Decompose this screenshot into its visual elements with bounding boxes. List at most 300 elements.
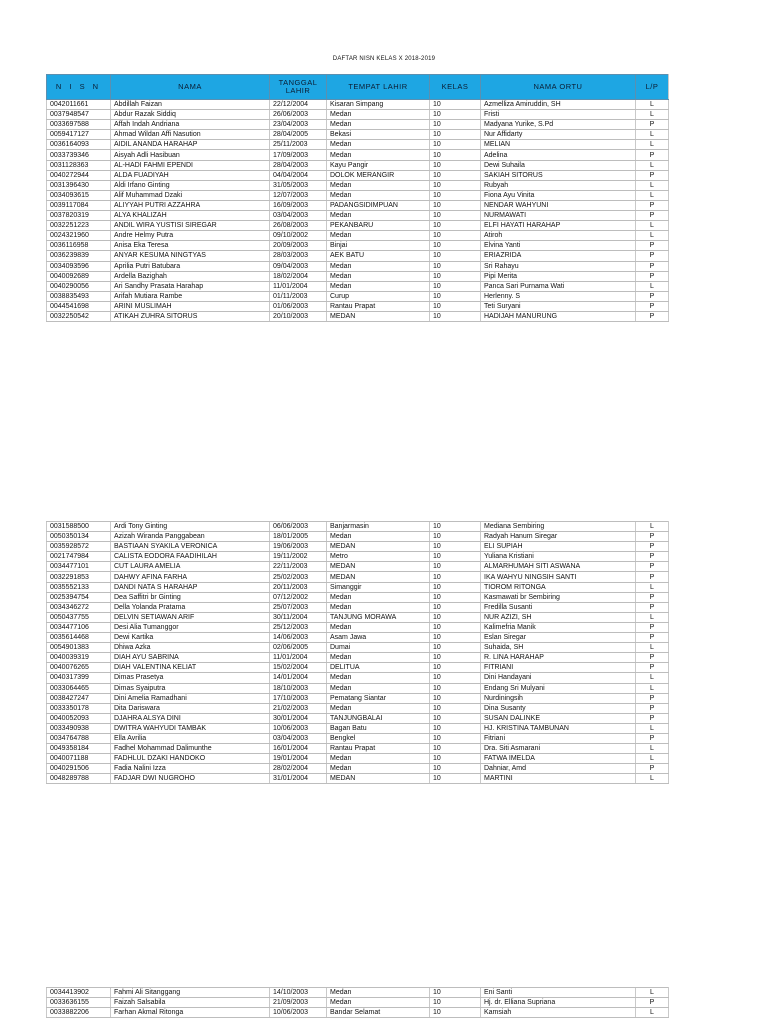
- cell-nama: ATIKAH ZUHRA SITORUS: [111, 311, 270, 321]
- cell-tempat-lahir: Medan: [327, 592, 430, 602]
- cell-tanggal-lahir: 14/10/2003: [270, 988, 327, 998]
- cell-nisn: 0044541698: [47, 301, 111, 311]
- table-header-row: [47, 75, 669, 100]
- cell-tanggal-lahir: 28/02/2004: [270, 764, 327, 774]
- cell-nama-ortu: MARTINI: [481, 774, 636, 784]
- cell-tempat-lahir: Medan: [327, 150, 430, 160]
- cell-lp: P: [636, 572, 669, 582]
- cell-nama-ortu: ALMARHUMAH SITI ASWANA: [481, 562, 636, 572]
- cell-nama: FADJAR DWI NUGROHO: [111, 774, 270, 784]
- cell-lp: L: [636, 988, 669, 998]
- cell-lp: L: [636, 744, 669, 754]
- cell-tempat-lahir: Medan: [327, 988, 430, 998]
- cell-tanggal-lahir: 20/09/2003: [270, 241, 327, 251]
- cell-nisn: 0033739346: [47, 150, 111, 160]
- table-row: [47, 140, 669, 150]
- nisn-table-section-1: [46, 74, 669, 322]
- cell-kelas: 10: [430, 744, 481, 754]
- cell-tempat-lahir: Banjarmasin: [327, 522, 430, 532]
- table-row: [47, 110, 669, 120]
- cell-lp: P: [636, 241, 669, 251]
- cell-kelas: 10: [430, 160, 481, 170]
- cell-tempat-lahir: Medan: [327, 120, 430, 130]
- table-row: [47, 160, 669, 170]
- cell-tempat-lahir: Bengkel: [327, 733, 430, 743]
- table-row: [47, 764, 669, 774]
- cell-nama-ortu: Fredilla Susanti: [481, 602, 636, 612]
- cell-lp: P: [636, 271, 669, 281]
- cell-nama-ortu: Dini Handayani: [481, 673, 636, 683]
- cell-nama: DIAH VALENTINA KELIAT: [111, 663, 270, 673]
- cell-nama-ortu: Sri Rahayu: [481, 261, 636, 271]
- table-body-section-3: [47, 988, 669, 1018]
- cell-kelas: 10: [430, 190, 481, 200]
- cell-tempat-lahir: Medan: [327, 180, 430, 190]
- cell-nama: ALDA FUADIYAH: [111, 170, 270, 180]
- table-row: [47, 703, 669, 713]
- cell-kelas: 10: [430, 532, 481, 542]
- cell-lp: L: [636, 774, 669, 784]
- cell-nama: Della Yolanda Pratama: [111, 602, 270, 612]
- cell-nama-ortu: FITRIANI: [481, 663, 636, 673]
- cell-lp: L: [636, 221, 669, 231]
- cell-kelas: 10: [430, 592, 481, 602]
- cell-kelas: 10: [430, 100, 481, 110]
- cell-lp: P: [636, 211, 669, 221]
- cell-nisn: 0034346272: [47, 602, 111, 612]
- cell-tanggal-lahir: 22/12/2004: [270, 100, 327, 110]
- cell-tanggal-lahir: 26/06/2003: [270, 110, 327, 120]
- cell-tempat-lahir: TANJUNGBALAI: [327, 713, 430, 723]
- header-nama: NAMA: [111, 75, 270, 100]
- cell-tanggal-lahir: 25/11/2003: [270, 140, 327, 150]
- cell-tanggal-lahir: 19/11/2002: [270, 552, 327, 562]
- cell-nisn: 0037948547: [47, 110, 111, 120]
- cell-tempat-lahir: Medan: [327, 231, 430, 241]
- cell-nisn: 0040291506: [47, 764, 111, 774]
- cell-nisn: 0033697588: [47, 120, 111, 130]
- document-title: DAFTAR NISN KELAS X 2018-2019: [332, 56, 436, 62]
- cell-nama: Aprilia Putri Batubara: [111, 261, 270, 271]
- cell-kelas: 10: [430, 988, 481, 998]
- cell-tanggal-lahir: 18/10/2003: [270, 683, 327, 693]
- cell-lp: L: [636, 281, 669, 291]
- table-row: [47, 572, 669, 582]
- cell-nama: Dea Saffitri br Ginting: [111, 592, 270, 602]
- cell-nisn: 0033636155: [47, 998, 111, 1008]
- cell-nama: Ardella Bazighah: [111, 271, 270, 281]
- cell-kelas: 10: [430, 170, 481, 180]
- cell-tempat-lahir: PADANGSIDIMPUAN: [327, 200, 430, 210]
- table-row: [47, 251, 669, 261]
- cell-nama: BASTIAAN SYAKILA VERONICA: [111, 542, 270, 552]
- cell-nama: Affah Indah Andriana: [111, 120, 270, 130]
- cell-kelas: 10: [430, 643, 481, 653]
- cell-nama-ortu: Kalimefria Manik: [481, 622, 636, 632]
- cell-nisn: 0048289788: [47, 774, 111, 784]
- cell-nama-ortu: Herlenny. S: [481, 291, 636, 301]
- cell-lp: P: [636, 542, 669, 552]
- cell-nisn: 0040272944: [47, 170, 111, 180]
- table-row: [47, 713, 669, 723]
- cell-nama: CUT LAURA AMELIA: [111, 562, 270, 572]
- cell-kelas: 10: [430, 713, 481, 723]
- cell-kelas: 10: [430, 764, 481, 774]
- cell-kelas: 10: [430, 754, 481, 764]
- cell-nama-ortu: Kasmawati br Sembiring: [481, 592, 636, 602]
- table-body-section-2: [47, 522, 669, 784]
- cell-tempat-lahir: Curup: [327, 291, 430, 301]
- cell-tanggal-lahir: 25/12/2003: [270, 622, 327, 632]
- cell-nisn: 0034764788: [47, 733, 111, 743]
- cell-tempat-lahir: MEDAN: [327, 774, 430, 784]
- cell-tempat-lahir: MEDAN: [327, 572, 430, 582]
- cell-tanggal-lahir: 18/02/2004: [270, 271, 327, 281]
- cell-kelas: 10: [430, 251, 481, 261]
- cell-lp: L: [636, 160, 669, 170]
- cell-kelas: 10: [430, 211, 481, 221]
- cell-nisn: 0033490938: [47, 723, 111, 733]
- table-row: [47, 281, 669, 291]
- cell-nisn: 0049358184: [47, 744, 111, 754]
- table-row: [47, 532, 669, 542]
- cell-tanggal-lahir: 28/04/2003: [270, 160, 327, 170]
- cell-nisn: 0031588500: [47, 522, 111, 532]
- cell-nisn: 0040039319: [47, 653, 111, 663]
- cell-kelas: 10: [430, 180, 481, 190]
- table-row: [47, 733, 669, 743]
- table-row: [47, 542, 669, 552]
- cell-lp: L: [636, 100, 669, 110]
- cell-nama-ortu: Teti Suryani: [481, 301, 636, 311]
- cell-kelas: 10: [430, 733, 481, 743]
- cell-nisn: 0036239839: [47, 251, 111, 261]
- cell-nama-ortu: Fristi: [481, 110, 636, 120]
- cell-tanggal-lahir: 03/04/2003: [270, 211, 327, 221]
- cell-nisn: 0050437755: [47, 612, 111, 622]
- cell-lp: P: [636, 653, 669, 663]
- table-row: [47, 754, 669, 764]
- cell-tempat-lahir: MEDAN: [327, 311, 430, 321]
- cell-nama: Ahmad Wildan Affi Nasution: [111, 130, 270, 140]
- cell-nama-ortu: Suhaida, SH: [481, 643, 636, 653]
- table-body-section-1: [47, 100, 669, 322]
- cell-tempat-lahir: Medan: [327, 190, 430, 200]
- table-row: [47, 552, 669, 562]
- cell-kelas: 10: [430, 231, 481, 241]
- cell-nama-ortu: HJ. KRISTINA TAMBUNAN: [481, 723, 636, 733]
- cell-lp: P: [636, 251, 669, 261]
- cell-tempat-lahir: Rantau Prapat: [327, 301, 430, 311]
- cell-nisn: 0035552133: [47, 582, 111, 592]
- cell-kelas: 10: [430, 241, 481, 251]
- cell-nisn: 0021747984: [47, 552, 111, 562]
- cell-tempat-lahir: Kisaran Simpang: [327, 100, 430, 110]
- cell-tanggal-lahir: 20/10/2003: [270, 311, 327, 321]
- cell-tanggal-lahir: 03/04/2003: [270, 733, 327, 743]
- cell-nama: Azizah Wiranda Panggabean: [111, 532, 270, 542]
- table-row: [47, 653, 669, 663]
- cell-nisn: 0038427247: [47, 693, 111, 703]
- cell-kelas: 10: [430, 622, 481, 632]
- cell-tanggal-lahir: 19/01/2004: [270, 754, 327, 764]
- cell-nama: Dita Dariswara: [111, 703, 270, 713]
- cell-nama-ortu: ELI SUPIAH: [481, 542, 636, 552]
- cell-lp: L: [636, 673, 669, 683]
- cell-lp: P: [636, 170, 669, 180]
- header-nama-ortu: NAMA ORTU: [481, 75, 636, 100]
- cell-tempat-lahir: Metro: [327, 552, 430, 562]
- cell-kelas: 10: [430, 663, 481, 673]
- cell-nisn: 0037820319: [47, 211, 111, 221]
- table-row: [47, 602, 669, 612]
- cell-nisn: 0036116958: [47, 241, 111, 251]
- header-lp: L/P: [636, 75, 669, 100]
- cell-tempat-lahir: Kayu Pangir: [327, 160, 430, 170]
- cell-nama: ANDIL WIRA YUSTISI SIREGAR: [111, 221, 270, 231]
- cell-tanggal-lahir: 02/06/2005: [270, 643, 327, 653]
- cell-kelas: 10: [430, 110, 481, 120]
- cell-tempat-lahir: AEK BATU: [327, 251, 430, 261]
- cell-tanggal-lahir: 28/03/2003: [270, 251, 327, 261]
- cell-kelas: 10: [430, 723, 481, 733]
- cell-tanggal-lahir: 14/01/2004: [270, 673, 327, 683]
- cell-nama-ortu: FATWA IMELDA: [481, 754, 636, 764]
- cell-kelas: 10: [430, 120, 481, 130]
- cell-lp: P: [636, 311, 669, 321]
- cell-tempat-lahir: DELITUA: [327, 663, 430, 673]
- cell-tanggal-lahir: 09/10/2002: [270, 231, 327, 241]
- cell-lp: P: [636, 733, 669, 743]
- cell-kelas: 10: [430, 673, 481, 683]
- cell-tempat-lahir: Bekasi: [327, 130, 430, 140]
- cell-tanggal-lahir: 09/04/2003: [270, 261, 327, 271]
- cell-lp: P: [636, 703, 669, 713]
- cell-nisn: 0033350178: [47, 703, 111, 713]
- cell-lp: P: [636, 663, 669, 673]
- cell-nama: ARINI MUSLIMAH: [111, 301, 270, 311]
- cell-nama: Arifah Mutiara Rambe: [111, 291, 270, 301]
- table-row: [47, 582, 669, 592]
- cell-nama-ortu: Radyah Hanum Siregar: [481, 532, 636, 542]
- cell-nisn: 0040071188: [47, 754, 111, 764]
- table-row: [47, 221, 669, 231]
- cell-nisn: 0042011661: [47, 100, 111, 110]
- cell-lp: P: [636, 602, 669, 612]
- cell-kelas: 10: [430, 221, 481, 231]
- cell-tanggal-lahir: 07/12/2002: [270, 592, 327, 602]
- cell-tempat-lahir: Medan: [327, 281, 430, 291]
- cell-kelas: 10: [430, 633, 481, 643]
- cell-nama: DELVIN SETIAWAN ARIF: [111, 612, 270, 622]
- cell-nisn: 0034093596: [47, 261, 111, 271]
- cell-nisn: 0034477106: [47, 622, 111, 632]
- table-row: [47, 643, 669, 653]
- cell-nisn: 0034477101: [47, 562, 111, 572]
- cell-tempat-lahir: TANJUNG MORAWA: [327, 612, 430, 622]
- cell-tanggal-lahir: 16/09/2003: [270, 200, 327, 210]
- cell-nama-ortu: ERIAZRIDA: [481, 251, 636, 261]
- cell-kelas: 10: [430, 261, 481, 271]
- cell-kelas: 10: [430, 291, 481, 301]
- cell-nisn: 0034413902: [47, 988, 111, 998]
- cell-nama-ortu: R. LINA HARAHAP: [481, 653, 636, 663]
- cell-lp: P: [636, 592, 669, 602]
- cell-tanggal-lahir: 15/02/2004: [270, 663, 327, 673]
- cell-nama-ortu: NUR AZIZI, SH: [481, 612, 636, 622]
- cell-nama-ortu: MELIAN: [481, 140, 636, 150]
- cell-nama: Alif Muhammad Dzaki: [111, 190, 270, 200]
- cell-tanggal-lahir: 04/04/2004: [270, 170, 327, 180]
- cell-kelas: 10: [430, 140, 481, 150]
- cell-nama-ortu: Pipi Merita: [481, 271, 636, 281]
- cell-nisn: 0024321960: [47, 231, 111, 241]
- cell-tanggal-lahir: 26/08/2003: [270, 221, 327, 231]
- cell-nama-ortu: Dewi Suhaila: [481, 160, 636, 170]
- cell-lp: P: [636, 532, 669, 542]
- cell-lp: P: [636, 552, 669, 562]
- table-row: [47, 231, 669, 241]
- table-row: [47, 744, 669, 754]
- cell-nama: AIDIL ANANDA HARAHAP: [111, 140, 270, 150]
- cell-nama-ortu: Panca Sari Purnama Wati: [481, 281, 636, 291]
- cell-nama: Dimas Prasetya: [111, 673, 270, 683]
- cell-lp: P: [636, 120, 669, 130]
- table-row: [47, 774, 669, 784]
- cell-kelas: 10: [430, 703, 481, 713]
- cell-nama-ortu: Dahniar, Amd: [481, 764, 636, 774]
- table-row: [47, 988, 669, 998]
- cell-lp: L: [636, 723, 669, 733]
- cell-nama: AL-HADI FAHMI EPENDI: [111, 160, 270, 170]
- cell-tanggal-lahir: 01/11/2003: [270, 291, 327, 301]
- cell-lp: L: [636, 130, 669, 140]
- cell-tempat-lahir: Medan: [327, 271, 430, 281]
- cell-lp: P: [636, 261, 669, 271]
- cell-kelas: 10: [430, 281, 481, 291]
- cell-nama: DWITRA WAHYUDI TAMBAK: [111, 723, 270, 733]
- cell-tempat-lahir: Asam Jawa: [327, 633, 430, 643]
- cell-tempat-lahir: Medan: [327, 683, 430, 693]
- cell-nama: Ardi Tony Ginting: [111, 522, 270, 532]
- cell-tanggal-lahir: 14/06/2003: [270, 633, 327, 643]
- cell-kelas: 10: [430, 683, 481, 693]
- cell-kelas: 10: [430, 572, 481, 582]
- cell-nisn: 0059417127: [47, 130, 111, 140]
- table-row: [47, 190, 669, 200]
- cell-nama-ortu: Endang Sri Mulyani: [481, 683, 636, 693]
- cell-tempat-lahir: Medan: [327, 653, 430, 663]
- cell-tanggal-lahir: 25/02/2003: [270, 572, 327, 582]
- cell-nama-ortu: Nurdiningsih: [481, 693, 636, 703]
- cell-nama-ortu: Yuliana Kristiani: [481, 552, 636, 562]
- cell-kelas: 10: [430, 542, 481, 552]
- cell-nama-ortu: IKA WAHYU NINGSIH SANTI: [481, 572, 636, 582]
- table-row: [47, 693, 669, 703]
- cell-lp: P: [636, 200, 669, 210]
- cell-tanggal-lahir: 06/06/2003: [270, 522, 327, 532]
- cell-tanggal-lahir: 01/06/2003: [270, 301, 327, 311]
- table-row: [47, 271, 669, 281]
- cell-kelas: 10: [430, 582, 481, 592]
- cell-tempat-lahir: MEDAN: [327, 562, 430, 572]
- cell-nisn: 0035614468: [47, 633, 111, 643]
- cell-nama-ortu: Fiona Ayu Vinita: [481, 190, 636, 200]
- cell-nama: Andre Helmy Putra: [111, 231, 270, 241]
- cell-tanggal-lahir: 28/04/2005: [270, 130, 327, 140]
- cell-nisn: 0036164093: [47, 140, 111, 150]
- nisn-table-section-3: [46, 987, 669, 1018]
- cell-tempat-lahir: Bagan Batu: [327, 723, 430, 733]
- cell-tempat-lahir: Binjai: [327, 241, 430, 251]
- table-row: [47, 998, 669, 1008]
- table-row: [47, 612, 669, 622]
- cell-kelas: 10: [430, 522, 481, 532]
- cell-nisn: 0040092689: [47, 271, 111, 281]
- cell-lp: L: [636, 1008, 669, 1018]
- cell-kelas: 10: [430, 311, 481, 321]
- cell-nama: ALYA KHALIZAH: [111, 211, 270, 221]
- cell-kelas: 10: [430, 562, 481, 572]
- cell-nama: Fadhel Mohammad Dalimunthe: [111, 744, 270, 754]
- cell-kelas: 10: [430, 602, 481, 612]
- cell-kelas: 10: [430, 301, 481, 311]
- cell-lp: P: [636, 633, 669, 643]
- cell-nama-ortu: NENDAR WAHYUNI: [481, 200, 636, 210]
- cell-tanggal-lahir: 30/11/2004: [270, 612, 327, 622]
- table-row: [47, 211, 669, 221]
- cell-nisn: 0031128363: [47, 160, 111, 170]
- cell-nisn: 0040290056: [47, 281, 111, 291]
- cell-nama: Desi Alia Tumanggor: [111, 622, 270, 632]
- cell-lp: P: [636, 764, 669, 774]
- cell-nisn: 0039117084: [47, 200, 111, 210]
- cell-kelas: 10: [430, 774, 481, 784]
- cell-nama-ortu: Elvina Yanti: [481, 241, 636, 251]
- cell-tanggal-lahir: 11/01/2004: [270, 281, 327, 291]
- cell-tempat-lahir: Medan: [327, 261, 430, 271]
- cell-kelas: 10: [430, 612, 481, 622]
- cell-nama-ortu: Adelina: [481, 150, 636, 160]
- table-row: [47, 673, 669, 683]
- cell-nama-ortu: Rubyah: [481, 180, 636, 190]
- cell-nama: Aisyah Adli Hasibuan: [111, 150, 270, 160]
- cell-lp: L: [636, 754, 669, 764]
- cell-nama-ortu: Atiroh: [481, 231, 636, 241]
- cell-tempat-lahir: Simanggir: [327, 582, 430, 592]
- header-tempat-lahir: TEMPAT LAHIR: [327, 75, 430, 100]
- cell-nama-ortu: Dina Susanty: [481, 703, 636, 713]
- cell-kelas: 10: [430, 552, 481, 562]
- table-row: [47, 663, 669, 673]
- table-row: [47, 180, 669, 190]
- cell-nama: Aldi Irfano Ginting: [111, 180, 270, 190]
- cell-nama-ortu: Eni Santi: [481, 988, 636, 998]
- table-row: [47, 150, 669, 160]
- cell-tanggal-lahir: 22/11/2003: [270, 562, 327, 572]
- cell-nama: Abdur Razak Siddiq: [111, 110, 270, 120]
- cell-tanggal-lahir: 21/09/2003: [270, 998, 327, 1008]
- header-kelas: KELAS: [430, 75, 481, 100]
- cell-nama: Ella Avrilia: [111, 733, 270, 743]
- cell-tanggal-lahir: 23/04/2003: [270, 120, 327, 130]
- cell-tempat-lahir: MEDAN: [327, 542, 430, 552]
- cell-lp: P: [636, 291, 669, 301]
- header-tanggal-lahir: TANGGAL LAHIR: [270, 75, 327, 100]
- cell-tanggal-lahir: 31/01/2004: [270, 774, 327, 784]
- cell-tanggal-lahir: 25/07/2003: [270, 602, 327, 612]
- cell-nama-ortu: TIOROM RITONGA: [481, 582, 636, 592]
